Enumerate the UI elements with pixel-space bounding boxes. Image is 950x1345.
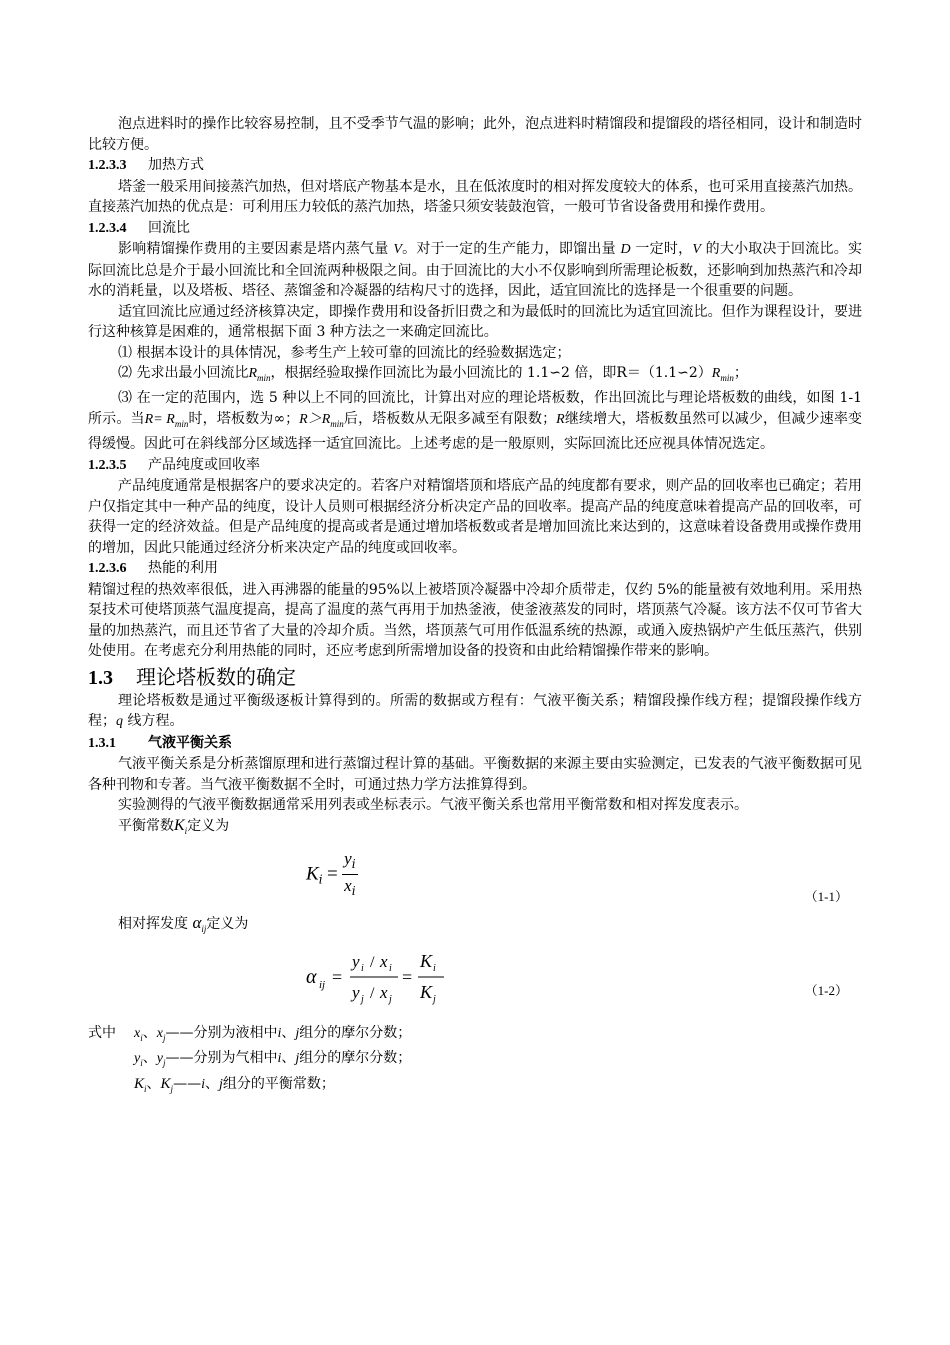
paragraph-reflux-ratio xyxy=(88,239,862,302)
eq-sub: i xyxy=(318,872,323,887)
text: 、 xyxy=(281,1050,296,1067)
var: i xyxy=(277,1051,282,1067)
text: 、 xyxy=(281,1025,296,1042)
section-title: 理论塔板数的确定 xyxy=(136,664,296,689)
paragraph-vle-data: 实验测得的气液平衡数据通常采用列表或坐标表示。气液平衡关系也常用平衡常数和相对挥发度表示。 xyxy=(118,797,748,814)
text: ——分别为气相中 xyxy=(165,1050,278,1067)
section-title: 产品纯度或回收率 xyxy=(148,456,260,473)
var-r-eq: R= R xyxy=(144,411,175,427)
var-d: D xyxy=(620,242,631,257)
document-page xyxy=(88,114,862,1099)
definition-k xyxy=(88,1074,862,1099)
text: ⑵ 先求出最小回流比 xyxy=(118,365,249,381)
var: j xyxy=(295,1051,300,1067)
text: 线方程。 xyxy=(123,713,184,730)
eq-sub-j: j xyxy=(433,994,436,1006)
equation-1-1 xyxy=(88,841,862,913)
var: y xyxy=(134,1051,141,1067)
section-number: 1.2.3.5 xyxy=(88,457,127,473)
paragraph-optimal-reflux: 适宜回流比应通过经济核算决定，即操作费用和设备折旧费之和为最低时的回流比为适宜回流比。但作为课程设计，要进行这种核算是困难的，通常根据下面 3 种方法之一来确定回流比。 xyxy=(88,303,862,340)
eq-symbol: y xyxy=(344,848,352,868)
text: 理论塔板数是通过平衡级逐板计算得到的。所需的数据或方程有：气液平衡关系；精馏段操作线方程；提馏段操作线方程； xyxy=(88,692,862,730)
text: 的大小取决于回流比。实际回流比总是介于最小回流比和全回流两种极限之间。由于回流比的大小不仅影响到所需理论板数，还影响到加热蒸汽和冷却水的消耗量，以及塔板、塔径、蒸馏釜和冷凝器的结构尺寸的选择，因此，适宜回流比的选择是一个很重要的问题。 xyxy=(88,241,863,299)
var-r: R xyxy=(556,411,565,427)
section-number: 1.2.3.4 xyxy=(88,220,127,236)
text: 、 xyxy=(146,1075,161,1092)
heading-1-3 xyxy=(88,664,862,691)
var-q: q xyxy=(116,714,123,730)
var-v: V xyxy=(393,242,402,257)
equation-1-2 xyxy=(88,939,862,1017)
section-title: 回流比 xyxy=(148,219,190,236)
subscript: j xyxy=(170,1083,174,1094)
text: 组分的摩尔分数； xyxy=(299,1050,412,1067)
var: x xyxy=(134,1026,141,1042)
eq-sub-ij: ij xyxy=(319,979,326,992)
text: 定义为 xyxy=(187,817,230,834)
section-number: 1.2.3.3 xyxy=(88,158,127,173)
fraction xyxy=(342,849,357,902)
eq-yj: y xyxy=(352,983,360,1003)
eq-xj: x xyxy=(380,983,388,1003)
var: x xyxy=(156,1026,163,1042)
definition-x xyxy=(88,1023,862,1048)
heading-1-2-3-5 xyxy=(88,455,862,477)
paragraph-theoretical-plates xyxy=(88,691,862,733)
equation-alpha-svg xyxy=(302,943,502,1013)
definition-y xyxy=(88,1048,862,1073)
subscript: i xyxy=(140,1058,143,1069)
var-r-gt: R＞R xyxy=(299,411,331,427)
text: 影响精馏操作费用的主要因素是塔内蒸气量 xyxy=(118,241,394,257)
list-item-3 xyxy=(88,388,862,454)
var: j xyxy=(295,1026,300,1042)
subscript: min xyxy=(257,372,271,383)
equation-label: （1-1） xyxy=(804,888,848,904)
subscript: i xyxy=(140,1032,143,1043)
var: K xyxy=(134,1075,145,1092)
text: 。对于一定的生产能力，即馏出量 xyxy=(401,241,621,257)
text: 平衡常数 xyxy=(118,817,174,834)
subscript: min xyxy=(720,372,734,383)
text: 一定时， xyxy=(630,241,693,257)
subscript: j xyxy=(162,1058,166,1069)
paragraph-bubble-point-feed: 泡点进料时的操作比较容易控制，且不受季节气温的影响；此外，泡点进料时精馏段和提馏段的塔径相同，设计和制造时比较方便。 xyxy=(88,116,862,153)
eq-xi: x xyxy=(380,952,388,972)
text: 定义为 xyxy=(206,915,249,932)
var: i xyxy=(277,1026,282,1042)
var: y xyxy=(156,1051,163,1067)
heading-1-2-3-4 xyxy=(88,218,862,240)
var: i xyxy=(201,1076,205,1092)
var-r: R xyxy=(711,366,721,381)
paragraph-heat-use: 精馏过程的热效率很低，进入再沸器的能量的95%以上被塔顶冷凝器中冷却介质带走，仅约 5%的能量被有效地利用。采用热泵技术可使塔顶蒸气温度提高，提高了温度的蒸气再用于加热釜液，使釜液蒸发的同时，塔顶蒸气冷凝。该方法不仅可节省大量的加热蒸汽，而且还节省了大量的冷却介质。当然，塔顶蒸气可用作低温系统的热源，或通入废热锅炉产生低压蒸汽，供别处使用。在考虑充分利用热能的同时，还应考虑到所需增加设备的投资和由此给精馏操作带来的影响。 xyxy=(88,581,862,660)
text: 继续增大，塔板数虽然可以减少，但减少速率变得缓慢。因此可在斜线部分区域选择一适宜回流比。上述考虑的是一般原则，实际回流比还应视具体情况选定。 xyxy=(88,410,863,453)
eq-sub-j: j xyxy=(389,994,392,1006)
subscript: ij xyxy=(201,923,207,934)
var: K xyxy=(160,1075,171,1092)
paragraph-alpha-def xyxy=(88,913,862,939)
eq-sub-i: i xyxy=(361,963,364,975)
section-title: 热能的利用 xyxy=(148,560,218,577)
heading-1-2-3-3 xyxy=(88,155,862,177)
equation-body xyxy=(306,849,358,902)
var-v: V xyxy=(692,242,701,257)
subscript: i xyxy=(144,1083,147,1094)
var-r: R xyxy=(248,366,258,381)
eq-equals: = xyxy=(332,967,343,988)
eq-sub: i xyxy=(351,883,356,898)
text: 时，塔板数为∞； xyxy=(188,410,300,427)
text: 后，塔板数从无限多减至有限数； xyxy=(343,410,557,427)
text: ，根据经验取操作回流比为最小回流比的 1.1∽2 倍，即R＝（1.1∽2） xyxy=(270,365,712,381)
eq-sub: i xyxy=(351,856,356,871)
paragraph-heating-method: 塔釜一般采用间接蒸汽加热，但对塔底产物基本是水，且在低浓度时的相对挥发度较大的体系，也可采用直接蒸汽加热。直接蒸汽加热的优点是：可利用压力较低的蒸汽加热，塔釜只须安装鼓泡管，一般可节省设备费用和操作费用。 xyxy=(88,178,862,215)
subscript: min xyxy=(330,418,344,429)
eq-sub-i: i xyxy=(433,963,436,975)
eq-yi: y xyxy=(352,952,360,972)
text: 相对挥发度 xyxy=(118,915,193,932)
lead-label: 式中 xyxy=(88,1025,116,1042)
paragraph-vle-basis: 气液平衡关系是分析蒸馏原理和进行蒸馏过程计算的基础。平衡数据的来源主要由实验测定，已发表的气液平衡数据可见各种刊物和专著。当气液平衡数据不全时，可通过热力学方法推算得到。 xyxy=(88,756,862,793)
eq-sub-j: j xyxy=(361,994,364,1006)
eq-symbol: x xyxy=(344,875,352,895)
list-item-2 xyxy=(88,363,862,388)
var-alpha: α xyxy=(192,912,202,932)
text: ——分别为液相中 xyxy=(165,1025,278,1042)
eq-ki: K xyxy=(420,951,433,972)
section-title: 气液平衡关系 xyxy=(148,734,232,751)
var-k: K xyxy=(174,816,185,834)
eq-sub-i: i xyxy=(389,963,392,975)
eq-equals: = xyxy=(326,863,338,885)
equation-label: （1-2） xyxy=(804,983,848,999)
paragraph-k-def xyxy=(88,816,862,841)
text: 、 xyxy=(142,1050,157,1067)
subscript: j xyxy=(162,1032,166,1043)
eq-symbol: K xyxy=(306,863,319,885)
section-number: 1.2.3.6 xyxy=(88,561,127,577)
heading-1-2-3-6 xyxy=(88,558,862,580)
text: ； xyxy=(733,365,748,381)
list-item-1: ⑴ 根据本设计的具体情况，参考生产上较可靠的回流比的经验数据选定； xyxy=(118,344,571,361)
text: 、 xyxy=(142,1025,157,1042)
text: 、 xyxy=(204,1075,219,1092)
paragraph-purity: 产品纯度通常是根据客户的要求决定的。若客户对精馏塔顶和塔底产品的纯度都有要求，则产品的回收率也已确定；若用户仅指定其中一种产品的纯度，设计人员则可根据经济分析决定产品的回收率。提高产品的纯度意味着提高产品的回收率，可获得一定的经济效益。但是产品纯度的提高或者是通过增加塔板数或者是增加回流比来达到的，这意味着设备费用或操作费用的增加，因此只能通过经济分析来决定产品的纯度或回收率。 xyxy=(88,478,862,556)
var: j xyxy=(218,1076,223,1092)
eq-equals: = xyxy=(402,967,413,988)
heading-1-3-1 xyxy=(88,733,862,755)
eq-slash: / xyxy=(370,985,375,1003)
symbol-definitions xyxy=(88,1023,862,1099)
text: 组分的摩尔分数； xyxy=(299,1025,412,1042)
text: ⑶ 在一定的范围内，选 5 种以上不同的回流比，计算出对应的理论塔板数，作出回流比与理论塔板数的曲线，如图 1-1 所示。当 xyxy=(88,390,862,427)
eq-kj: K xyxy=(420,982,433,1003)
section-title: 加热方式 xyxy=(148,157,204,173)
section-number: 1.3 xyxy=(88,666,113,689)
subscript: i xyxy=(184,825,188,836)
eq-alpha: α xyxy=(306,966,317,989)
subscript: min xyxy=(174,418,189,429)
section-number: 1.3.1 xyxy=(88,735,116,751)
text: 组分的平衡常数； xyxy=(222,1075,335,1092)
eq-slash: / xyxy=(370,954,375,972)
text: —— xyxy=(173,1075,202,1092)
